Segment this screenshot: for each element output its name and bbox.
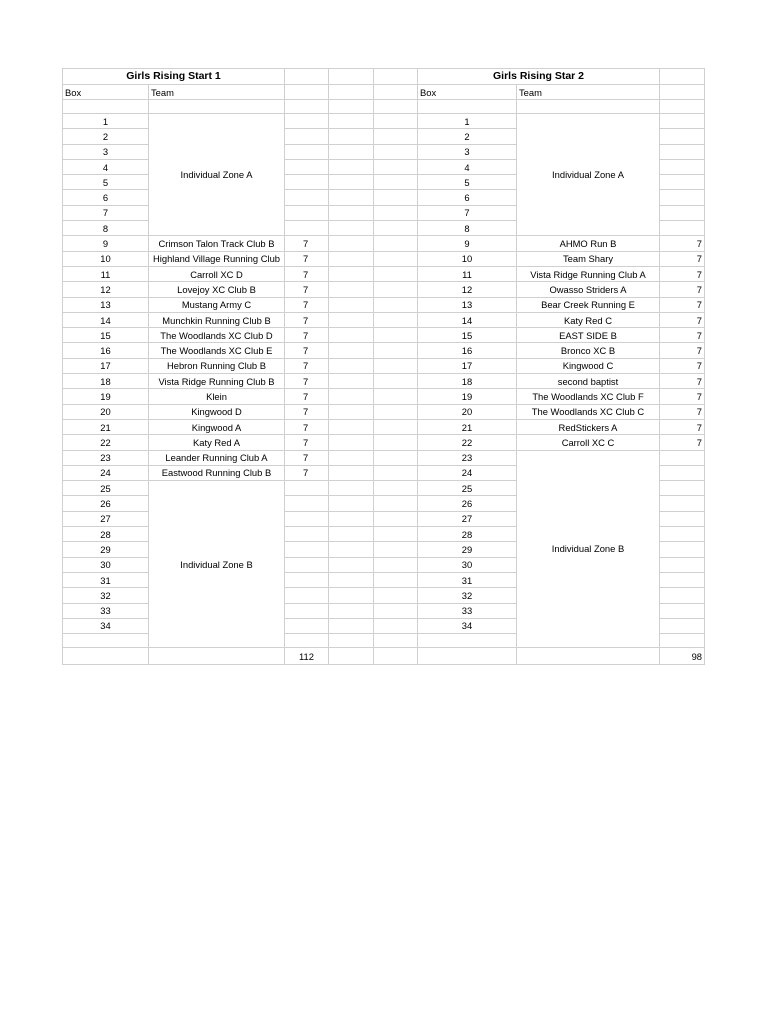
right-box-number: 4 xyxy=(418,159,517,174)
right-box-number: 21 xyxy=(418,419,517,434)
right-box-number: 1 xyxy=(418,114,517,129)
cell xyxy=(660,618,705,633)
cell xyxy=(374,450,418,465)
cell xyxy=(374,236,418,251)
cell xyxy=(517,100,660,114)
right-team-count: 7 xyxy=(660,328,705,343)
cell xyxy=(285,175,329,190)
right-team-count: 7 xyxy=(660,266,705,281)
left-title: Girls Rising Start 1 xyxy=(63,69,285,85)
cell xyxy=(418,634,517,648)
cell xyxy=(149,648,285,665)
cell xyxy=(285,159,329,174)
left-box-number: 32 xyxy=(63,588,149,603)
left-team-count: 7 xyxy=(285,312,329,327)
right-team-count: 7 xyxy=(660,251,705,266)
cell xyxy=(285,85,329,100)
cell xyxy=(374,221,418,236)
cell xyxy=(418,100,517,114)
cell xyxy=(374,588,418,603)
left-box-number: 7 xyxy=(63,205,149,220)
cell xyxy=(374,114,418,129)
cell xyxy=(329,481,374,496)
left-box-header: Box xyxy=(63,85,149,100)
cell xyxy=(329,542,374,557)
cell xyxy=(329,129,374,144)
box-row xyxy=(63,435,705,450)
cell xyxy=(660,511,705,526)
cell xyxy=(329,85,374,100)
right-box-number: 10 xyxy=(418,251,517,266)
right-team-name: Bronco XC B xyxy=(517,343,660,358)
cell xyxy=(329,374,374,389)
right-box-number: 6 xyxy=(418,190,517,205)
cell xyxy=(329,343,374,358)
right-box-number: 25 xyxy=(418,481,517,496)
left-team-name: The Woodlands XC Club D xyxy=(149,328,285,343)
cell xyxy=(660,159,705,174)
right-box-number: 26 xyxy=(418,496,517,511)
cell xyxy=(329,328,374,343)
cell xyxy=(374,312,418,327)
cell xyxy=(374,634,418,648)
right-team-count: 7 xyxy=(660,312,705,327)
left-team-count: 7 xyxy=(285,328,329,343)
right-total: 98 xyxy=(660,648,705,665)
left-team-name: Leander Running Club A xyxy=(149,450,285,465)
cell xyxy=(660,527,705,542)
cell xyxy=(329,190,374,205)
cell xyxy=(660,465,705,480)
box-row xyxy=(63,450,705,465)
cell xyxy=(329,450,374,465)
title-row xyxy=(63,69,705,85)
right-team-count: 7 xyxy=(660,419,705,434)
left-box-number: 27 xyxy=(63,511,149,526)
right-box-number: 23 xyxy=(418,450,517,465)
cell xyxy=(329,389,374,404)
right-team-count: 7 xyxy=(660,404,705,419)
cell xyxy=(374,557,418,572)
box-row xyxy=(63,297,705,312)
left-team-name: Munchkin Running Club B xyxy=(149,312,285,327)
header-row xyxy=(63,85,705,100)
cell xyxy=(374,85,418,100)
right-team-header: Team xyxy=(517,85,660,100)
cell xyxy=(660,114,705,129)
right-team-name: EAST SIDE B xyxy=(517,328,660,343)
cell xyxy=(374,343,418,358)
cell xyxy=(374,175,418,190)
cell xyxy=(374,100,418,114)
left-team-name: Highland Village Running Club xyxy=(149,251,285,266)
left-team-count: 7 xyxy=(285,404,329,419)
right-team-count: 7 xyxy=(660,435,705,450)
cell xyxy=(63,634,149,648)
cell xyxy=(329,404,374,419)
cell xyxy=(285,496,329,511)
cell xyxy=(660,100,705,114)
cell xyxy=(374,542,418,557)
cell xyxy=(285,144,329,159)
left-box-number: 31 xyxy=(63,572,149,587)
cell xyxy=(329,618,374,633)
left-box-number: 2 xyxy=(63,129,149,144)
left-box-number: 21 xyxy=(63,419,149,434)
right-box-number: 8 xyxy=(418,221,517,236)
left-team-name: Kingwood D xyxy=(149,404,285,419)
right-box-number: 31 xyxy=(418,572,517,587)
cell xyxy=(660,572,705,587)
left-box-number: 8 xyxy=(63,221,149,236)
cell xyxy=(285,542,329,557)
cell xyxy=(63,648,149,665)
cell xyxy=(285,618,329,633)
cell xyxy=(329,297,374,312)
cell xyxy=(374,358,418,373)
left-team-count: 7 xyxy=(285,389,329,404)
cell xyxy=(329,114,374,129)
left-team-count: 7 xyxy=(285,435,329,450)
cell xyxy=(285,527,329,542)
left-box-number: 19 xyxy=(63,389,149,404)
cell xyxy=(63,100,149,114)
left-team-name: Lovejoy XC Club B xyxy=(149,282,285,297)
right-box-number: 19 xyxy=(418,389,517,404)
left-box-number: 33 xyxy=(63,603,149,618)
left-box-number: 22 xyxy=(63,435,149,450)
right-team-name: Kingwood C xyxy=(517,358,660,373)
left-box-number: 12 xyxy=(63,282,149,297)
cell xyxy=(329,251,374,266)
cell xyxy=(374,129,418,144)
left-team-count: 7 xyxy=(285,358,329,373)
cell xyxy=(329,419,374,434)
cell xyxy=(660,588,705,603)
left-zone-a: Individual Zone A xyxy=(149,114,285,236)
right-box-number: 7 xyxy=(418,205,517,220)
cell xyxy=(329,175,374,190)
cell xyxy=(660,69,705,85)
cell xyxy=(374,159,418,174)
left-team-name: Klein xyxy=(149,389,285,404)
left-team-name: Hebron Running Club B xyxy=(149,358,285,373)
cell xyxy=(329,603,374,618)
cell xyxy=(329,511,374,526)
cell xyxy=(329,496,374,511)
left-total: 112 xyxy=(285,648,329,665)
right-box-header: Box xyxy=(418,85,517,100)
right-box-number: 27 xyxy=(418,511,517,526)
cell xyxy=(374,374,418,389)
cell xyxy=(329,69,374,85)
left-box-number: 11 xyxy=(63,266,149,281)
right-box-number: 20 xyxy=(418,404,517,419)
cell xyxy=(374,389,418,404)
cell xyxy=(418,648,517,665)
cell xyxy=(329,282,374,297)
cell xyxy=(660,496,705,511)
right-team-count: 7 xyxy=(660,236,705,251)
right-team-name: Carroll XC C xyxy=(517,435,660,450)
cell xyxy=(329,634,374,648)
box-row xyxy=(63,343,705,358)
left-box-number: 14 xyxy=(63,312,149,327)
cell xyxy=(660,634,705,648)
cell xyxy=(285,634,329,648)
right-box-number: 29 xyxy=(418,542,517,557)
box-row xyxy=(63,282,705,297)
cell xyxy=(329,648,374,665)
right-team-name: AHMO Run B xyxy=(517,236,660,251)
right-box-number: 18 xyxy=(418,374,517,389)
cell xyxy=(374,205,418,220)
right-zone-a: Individual Zone A xyxy=(517,114,660,236)
left-team-count: 7 xyxy=(285,450,329,465)
right-zone-b: Individual Zone B xyxy=(517,450,660,648)
left-team-count: 7 xyxy=(285,343,329,358)
left-team-count: 7 xyxy=(285,282,329,297)
cell xyxy=(285,511,329,526)
cell xyxy=(374,435,418,450)
right-box-number: 17 xyxy=(418,358,517,373)
left-box-number: 3 xyxy=(63,144,149,159)
box-row xyxy=(63,389,705,404)
cell xyxy=(329,358,374,373)
left-box-number: 15 xyxy=(63,328,149,343)
left-team-name: Eastwood Running Club B xyxy=(149,465,285,480)
right-box-number: 30 xyxy=(418,557,517,572)
right-team-count: 7 xyxy=(660,343,705,358)
right-box-number: 13 xyxy=(418,297,517,312)
box-row xyxy=(63,374,705,389)
left-box-number: 26 xyxy=(63,496,149,511)
box-row xyxy=(63,419,705,434)
right-team-name: The Woodlands XC Club F xyxy=(517,389,660,404)
cell xyxy=(374,648,418,665)
left-box-number: 25 xyxy=(63,481,149,496)
box-row xyxy=(63,251,705,266)
left-team-count: 7 xyxy=(285,374,329,389)
cell xyxy=(374,496,418,511)
cell xyxy=(329,266,374,281)
left-zone-b: Individual Zone B xyxy=(149,481,285,648)
right-team-count: 7 xyxy=(660,374,705,389)
cell xyxy=(660,603,705,618)
left-box-number: 28 xyxy=(63,527,149,542)
cell xyxy=(329,465,374,480)
box-row xyxy=(63,266,705,281)
left-team-name: Katy Red A xyxy=(149,435,285,450)
left-box-number: 9 xyxy=(63,236,149,251)
cell xyxy=(285,481,329,496)
right-team-name: Vista Ridge Running Club A xyxy=(517,266,660,281)
right-box-number: 9 xyxy=(418,236,517,251)
cell xyxy=(285,205,329,220)
cell xyxy=(660,450,705,465)
left-box-number: 24 xyxy=(63,465,149,480)
right-team-name: second baptist xyxy=(517,374,660,389)
left-team-count: 7 xyxy=(285,266,329,281)
left-team-count: 7 xyxy=(285,465,329,480)
cell xyxy=(285,129,329,144)
left-team-name: Vista Ridge Running Club B xyxy=(149,374,285,389)
cell xyxy=(285,190,329,205)
left-team-count: 7 xyxy=(285,297,329,312)
cell xyxy=(517,648,660,665)
left-team-name: Mustang Army C xyxy=(149,297,285,312)
cell xyxy=(660,221,705,236)
cell xyxy=(329,236,374,251)
entries-table xyxy=(62,68,705,665)
left-box-number: 5 xyxy=(63,175,149,190)
spacer-row xyxy=(63,100,705,114)
left-team-header: Team xyxy=(149,85,285,100)
left-box-number: 23 xyxy=(63,450,149,465)
left-box-number: 1 xyxy=(63,114,149,129)
left-team-count: 7 xyxy=(285,251,329,266)
right-team-count: 7 xyxy=(660,282,705,297)
right-box-number: 33 xyxy=(418,603,517,618)
cell xyxy=(329,527,374,542)
cell xyxy=(374,527,418,542)
cell xyxy=(660,557,705,572)
right-box-number: 14 xyxy=(418,312,517,327)
left-team-name: Crimson Talon Track Club B xyxy=(149,236,285,251)
left-team-name: Carroll XC D xyxy=(149,266,285,281)
right-team-name: Owasso Striders A xyxy=(517,282,660,297)
cell xyxy=(285,588,329,603)
right-team-name: Bear Creek Running E xyxy=(517,297,660,312)
right-team-name: Team Shary xyxy=(517,251,660,266)
right-title: Girls Rising Star 2 xyxy=(418,69,660,85)
box-row xyxy=(63,312,705,327)
cell xyxy=(329,588,374,603)
left-team-count: 7 xyxy=(285,236,329,251)
cell xyxy=(285,114,329,129)
cell xyxy=(374,144,418,159)
right-box-number: 34 xyxy=(418,618,517,633)
left-team-name: Kingwood A xyxy=(149,419,285,434)
box-row xyxy=(63,404,705,419)
cell xyxy=(660,205,705,220)
left-box-number: 17 xyxy=(63,358,149,373)
right-box-number: 16 xyxy=(418,343,517,358)
cell xyxy=(329,221,374,236)
left-box-number: 13 xyxy=(63,297,149,312)
cell xyxy=(329,159,374,174)
right-team-name: Katy Red C xyxy=(517,312,660,327)
cell xyxy=(285,557,329,572)
cell xyxy=(660,85,705,100)
cell xyxy=(329,557,374,572)
cell xyxy=(660,175,705,190)
right-box-number: 11 xyxy=(418,266,517,281)
cell xyxy=(374,618,418,633)
cell xyxy=(329,572,374,587)
cell xyxy=(660,190,705,205)
right-box-number: 5 xyxy=(418,175,517,190)
box-row xyxy=(63,236,705,251)
cell xyxy=(374,465,418,480)
cell xyxy=(374,297,418,312)
right-box-number: 24 xyxy=(418,465,517,480)
cell xyxy=(374,404,418,419)
right-box-number: 32 xyxy=(418,588,517,603)
cell xyxy=(374,251,418,266)
right-box-number: 2 xyxy=(418,129,517,144)
left-box-number: 6 xyxy=(63,190,149,205)
cell xyxy=(285,221,329,236)
cell xyxy=(329,205,374,220)
cell xyxy=(660,542,705,557)
left-box-number: 10 xyxy=(63,251,149,266)
left-team-name: The Woodlands XC Club E xyxy=(149,343,285,358)
cell xyxy=(329,100,374,114)
cell xyxy=(285,603,329,618)
left-box-number: 18 xyxy=(63,374,149,389)
right-team-name: The Woodlands XC Club C xyxy=(517,404,660,419)
left-box-number: 16 xyxy=(63,343,149,358)
right-box-number: 3 xyxy=(418,144,517,159)
box-row xyxy=(63,328,705,343)
cell xyxy=(660,481,705,496)
right-box-number: 12 xyxy=(418,282,517,297)
right-team-count: 7 xyxy=(660,389,705,404)
cell xyxy=(374,603,418,618)
left-box-number: 4 xyxy=(63,159,149,174)
right-team-count: 7 xyxy=(660,297,705,312)
cell xyxy=(374,328,418,343)
cell xyxy=(660,144,705,159)
right-team-count: 7 xyxy=(660,358,705,373)
cell xyxy=(374,481,418,496)
cell xyxy=(285,69,329,85)
cell xyxy=(329,144,374,159)
cell xyxy=(374,190,418,205)
left-box-number: 30 xyxy=(63,557,149,572)
cell xyxy=(374,69,418,85)
left-box-number: 34 xyxy=(63,618,149,633)
cell xyxy=(374,282,418,297)
cell xyxy=(660,129,705,144)
cell xyxy=(285,572,329,587)
right-box-number: 15 xyxy=(418,328,517,343)
cell xyxy=(329,435,374,450)
cell xyxy=(374,572,418,587)
cell xyxy=(285,100,329,114)
cell xyxy=(374,266,418,281)
cell xyxy=(329,312,374,327)
cell xyxy=(149,100,285,114)
spreadsheet xyxy=(62,68,705,665)
right-box-number: 22 xyxy=(418,435,517,450)
right-team-name: RedStickers A xyxy=(517,419,660,434)
left-box-number: 29 xyxy=(63,542,149,557)
right-box-number: 28 xyxy=(418,527,517,542)
box-row xyxy=(63,358,705,373)
cell xyxy=(374,511,418,526)
left-team-count: 7 xyxy=(285,419,329,434)
totals-row xyxy=(63,648,705,665)
cell xyxy=(374,419,418,434)
left-box-number: 20 xyxy=(63,404,149,419)
box-row xyxy=(63,114,705,129)
